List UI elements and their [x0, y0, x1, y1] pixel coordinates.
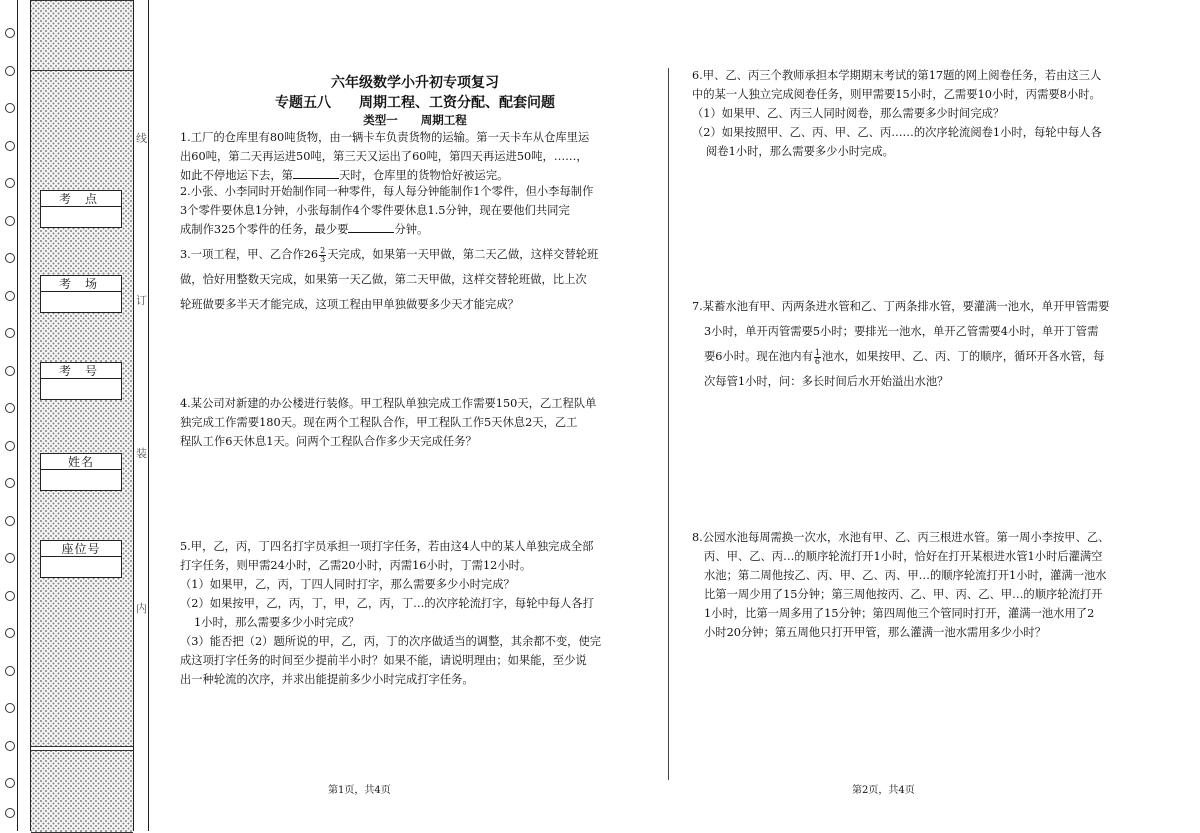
question-text: （2）如果按照甲、乙、丙、甲、乙、丙……的次序轮流阅卷1小时，每轮中每人各 — [692, 126, 1102, 139]
question-text: 水池；第二周他按乙、丙、甲、乙、丙、甲…的顺序轮流打开1小时，灌满一池水 — [704, 569, 1107, 582]
question-text: 成制作325个零件的任务，最少要 — [180, 223, 349, 236]
exam-site-input[interactable] — [40, 207, 122, 228]
question-text: （1）如果甲、乙、丙三人同时阅卷，那么需要多少时间完成？ — [692, 107, 1005, 120]
name-field — [40, 453, 122, 491]
punch-hole-icon — [5, 66, 15, 76]
field-label: 考场 — [40, 275, 122, 292]
mixed-number-whole: 26 — [303, 248, 319, 261]
question-text: 3小时，单开丙管需要5小时；要排光一池水，单开乙管需要4小时，单开丁管需 — [704, 325, 1099, 338]
question-text: 出一种轮流的次序，并求出能提前多少小时完成打字任务。 — [180, 673, 474, 686]
question-text — [180, 220, 660, 239]
punch-hole-icon — [5, 328, 15, 338]
question-2 — [180, 182, 660, 239]
question-text: 丙、甲、乙、丙…的顺序轮流打开1小时，恰好在打开某根进水管1小时后灌满空 — [704, 550, 1103, 563]
question-text: 打字任务，则甲需24小时，乙需20小时，丙需16小时，丁需12小时。 — [180, 559, 532, 572]
fraction-numerator: 2 — [320, 245, 326, 255]
hatch-panel — [31, 0, 133, 72]
question-text: （2）如果按甲，乙，丙，丁，甲，乙，丙，丁…的次序轮流打字，每轮中每人各打 — [180, 597, 594, 610]
fraction-denominator: 6 — [814, 356, 820, 366]
question-text: 程队工作6天休息1天。问两个工程队合作多少天完成任务？ — [180, 435, 477, 448]
binding-line — [17, 0, 18, 831]
question-text: 1.工厂的仓库里有80吨货物，由一辆卡车负责货物的运输。第一天卡车从仓库里运 — [180, 131, 590, 144]
question-text: 天时，仓库里的货物恰好被运完。 — [338, 169, 509, 182]
question-text: 8.公园水池每周需换一次水，水池有甲、乙、丙三根进水管。第一周小李按甲、乙、 — [692, 531, 1110, 544]
punch-hole-icon — [5, 178, 15, 188]
punch-hole-icon — [5, 808, 15, 818]
seat-number-input[interactable] — [40, 557, 122, 578]
section-heading: 类型一 周期工程 — [363, 113, 467, 127]
punch-hole-icon — [5, 666, 15, 676]
binding-margin — [0, 0, 150, 831]
question-text: （1）如果甲，乙，丙，丁四人同时打字，那么需要多少小时完成？ — [180, 578, 515, 591]
question-text: 中的某一人独立完成阅卷任务，则甲需要15小时，乙需要10小时，丙需要8小时。 — [692, 88, 1101, 101]
binding-line — [148, 0, 149, 831]
page-footer-left: 第1页，共4页 — [328, 785, 391, 796]
question-text: 2.小张、小李同时开始制作同一种零件，每人每分钟能制作1个零件，但小李每制作 — [180, 185, 594, 198]
question-text: 要6小时。现在池内有 — [704, 350, 813, 363]
fraction — [814, 349, 821, 366]
punch-hole-icon — [5, 253, 15, 263]
question-text: 如此不停地运下去，第 — [180, 169, 293, 182]
binding-char-line: 线 — [136, 132, 147, 145]
question-text: 1小时，那么需要多少小时完成？ — [194, 616, 360, 629]
question-text: 次每管1小时，问：多长时间后水开始溢出水池？ — [704, 375, 949, 388]
exam-number-field — [40, 362, 122, 400]
answer-blank[interactable] — [348, 221, 394, 233]
question-text: 小时20分钟；第五周他只打开甲管，那么灌满一池水需用多少小时？ — [704, 626, 1046, 639]
punch-hole-icon — [5, 291, 15, 301]
question-text: （3）能否把（2）题所说的甲，乙，丙，丁的次序做适当的调整，其余都不变，使完 — [180, 635, 602, 648]
field-label: 考号 — [40, 362, 122, 379]
hatch-panel — [31, 750, 133, 833]
field-label: 姓名 — [40, 453, 122, 470]
punch-hole-icon — [5, 741, 15, 751]
question-text: 比第一周少用了15分钟；第三周他按丙、乙、甲、丙、乙、甲…的顺序轮流打开 — [704, 588, 1103, 601]
question-4 — [180, 394, 660, 451]
page-subtitle: 专题五八 周期工程、工资分配、配套问题 — [275, 95, 555, 111]
question-text: 池水，如果按甲、乙、丙、丁的顺序，循环开各水管，每 — [821, 350, 1105, 363]
punch-hole-icon — [5, 516, 15, 526]
exam-room-input[interactable] — [40, 292, 122, 313]
punch-hole-icon — [5, 703, 15, 713]
question-text: 5.甲，乙，丙，丁四名打字员承担一项打字任务，若由这4人中的某人单独完成全部 — [180, 540, 594, 553]
question-text: 3个零件要休息1分钟，小张每制作4个零件要休息1.5分钟，现在要他们共同完 — [180, 204, 570, 217]
question-8 — [692, 528, 1182, 642]
question-1 — [180, 128, 660, 185]
page-footer-right: 第2页，共4页 — [852, 785, 915, 796]
fraction-denominator: 3 — [320, 254, 326, 264]
punch-hole-icon — [5, 366, 15, 376]
question-text: 成这项打字任务的时间至少提前半小时？如果不能，请说明理由；如果能，至少说 — [180, 654, 587, 667]
exam-number-input[interactable] — [40, 379, 122, 400]
field-label: 座位号 — [40, 540, 122, 557]
punch-hole-icon — [5, 441, 15, 451]
punch-hole-icon — [5, 553, 15, 563]
question-6 — [692, 66, 1182, 161]
punch-hole-icon — [5, 28, 15, 38]
question-text — [692, 344, 1182, 369]
question-text: 7.某蓄水池有甲、丙两条进水管和乙、丁两条排水管，要灌满一池水，单开甲管需要 — [692, 300, 1110, 313]
question-text — [180, 242, 660, 267]
question-text: 轮班做要多半天才能完成，这项工程由甲单独做要多少天才能完成？ — [180, 298, 519, 311]
punch-hole-icon — [5, 403, 15, 413]
exam-site-field — [40, 190, 122, 228]
punch-hole-icon — [5, 103, 15, 113]
binding-line — [133, 0, 134, 831]
binding-char-inner: 内 — [136, 602, 147, 615]
question-text: 阅卷1小时，那么需要多少小时完成。 — [706, 145, 894, 158]
page-title: 六年级数学小升初专项复习 — [331, 75, 499, 91]
column-divider — [668, 68, 669, 780]
question-text: 出60吨，第二天再运进50吨，第三天又运出了60吨，第四天再运进50吨，……， — [180, 150, 588, 163]
seat-number-field — [40, 540, 122, 578]
question-text: 天完成，如果第一天甲做，第二天乙做，这样交替轮班 — [327, 248, 599, 261]
punch-hole-icon — [5, 778, 15, 788]
punch-hole-icon — [5, 478, 15, 488]
punch-hole-icon — [5, 216, 15, 226]
question-text: 分钟。 — [394, 223, 429, 236]
answer-blank[interactable] — [293, 167, 339, 179]
question-text: 1小时，比第一周多用了15分钟；第四周他三个管同时打开，灌满一池水用了2 — [704, 607, 1095, 620]
punch-hole-icon — [5, 591, 15, 601]
binding-char-bind: 装 — [136, 447, 147, 460]
hatch-panel — [31, 70, 133, 747]
question-text: 4.某公司对新建的办公楼进行装修。甲工程队单独完成工作需要150天，乙工程队单 — [180, 397, 597, 410]
punch-hole-icon — [5, 141, 15, 151]
question-text: 做，恰好用整数天完成，如果第一天乙做，第二天甲做，这样交替轮班做，比上次 — [180, 273, 587, 286]
question-text: 3.一项工程，甲、乙合作 — [180, 248, 304, 261]
name-input[interactable] — [40, 470, 122, 491]
punch-hole-icon — [5, 628, 15, 638]
binding-char-order: 订 — [136, 294, 147, 307]
fraction — [319, 247, 326, 264]
fraction-numerator: 1 — [814, 347, 820, 357]
exam-room-field — [40, 275, 122, 313]
question-text: 独完成工作需要180天。现在两个工程队合作，甲工程队工作5天休息2天，乙工 — [180, 416, 578, 429]
question-7 — [692, 294, 1182, 394]
question-3 — [180, 242, 660, 317]
field-label: 考点 — [40, 190, 122, 207]
question-text: 6.甲、乙、丙三个教师承担本学期期末考试的第17题的网上阅卷任务，若由这三人 — [692, 69, 1102, 82]
question-5 — [180, 537, 660, 689]
